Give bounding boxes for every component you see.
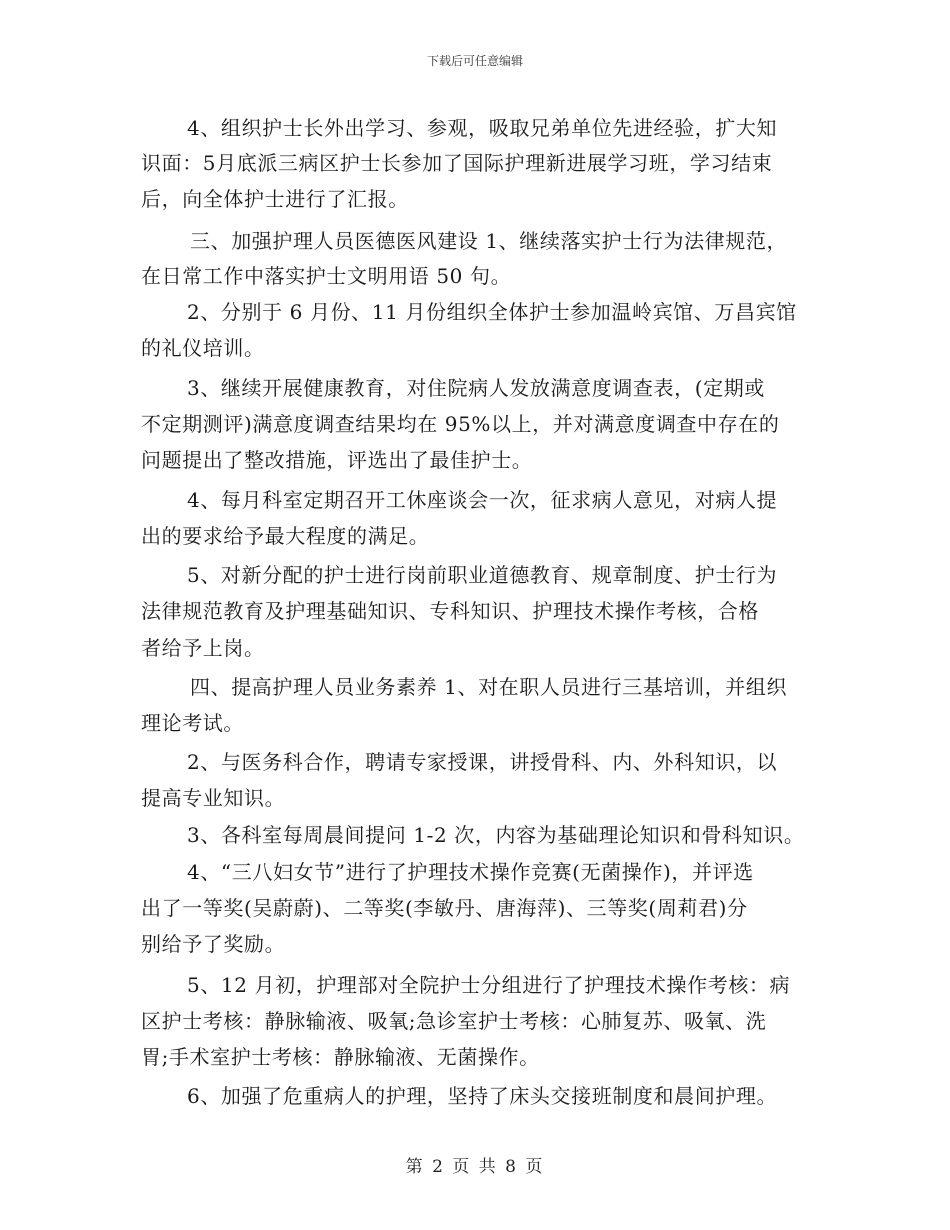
text-line: 问题提出了整改措施，评选出了最佳护士。 [141, 448, 533, 472]
text-line: 4、“三八妇女节”进行了护理技术操作竞赛(无菌操作)，并评选 [187, 860, 754, 884]
text-line: 法律规范教育及护理基础知识、专科知识、护理技术操作考核，合格 [141, 599, 759, 623]
text-line: 出的要求给予最大程度的满足。 [141, 524, 430, 548]
text-line: 理论考试。 [141, 711, 244, 735]
text-line: 识面：5月底派三病区护士长参加了国际护理新进展学习班，学习结束 [141, 151, 773, 175]
text-line: 者给予上岗。 [141, 636, 265, 660]
text-line: 4、组织护士长外出学习、参观，吸取兄弟单位先进经验，扩大知 [187, 116, 778, 140]
text-line: 5、12 月初，护理部对全院护士分组进行了护理技术操作考核：病 [187, 973, 791, 997]
text-line: 三、加强护理人员医德医风建设 1、继续落实护士行为法律规范， [190, 229, 788, 253]
text-line: 6、加强了危重病人的护理，坚持了床头交接班制度和晨间护理。 [187, 1084, 778, 1108]
page-header: 下载后可任意编辑 [426, 54, 523, 68]
text-line: 3、各科室每周晨间提问 1-2 次，内容为基础理论知识和骨科知识。 [187, 823, 805, 847]
text-line: 在日常工作中落实护士文明用语 50 句。 [141, 264, 512, 288]
text-line: 2、分别于 6 月份、11 月份组织全体护士参加温岭宾馆、万昌宾馆 [187, 300, 797, 324]
text-line: 4、每月科室定期召开工休座谈会一次，征求病人意见，对病人提 [187, 488, 778, 512]
page-footer: 第 2 页 共 8 页 [405, 1157, 545, 1177]
text-line: 的礼仪培训。 [141, 336, 265, 360]
text-line: 胃;手术室护士考核：静脉输液、无菌操作。 [141, 1045, 540, 1069]
text-line: 四、提高护理人员业务素养 1、对在职人员进行三基培训，并组织 [190, 675, 788, 699]
text-line: 后，向全体护士进行了汇报。 [141, 187, 409, 211]
text-line: 别给予了奖励。 [141, 932, 286, 956]
text-line: 出了一等奖(吴蔚蔚)、二等奖(李敏丹、唐海萍)、三等奖(周莉君)分 [141, 896, 748, 920]
text-line: 5、对新分配的护士进行岗前职业道德教育、规章制度、护士行为 [187, 563, 778, 587]
text-line: 3、继续开展健康教育，对住院病人发放满意度调查表，(定期或 [187, 376, 765, 400]
text-line: 区护士考核：静脉输液、吸氧;急诊室护士考核：心肺复苏、吸氧、洗 [141, 1009, 767, 1033]
text-line: 不定期测评)满意度调查结果均在 95%以上，并对满意度调查中存在的 [141, 412, 780, 436]
text-line: 2、与医务科合作，聘请专家授课，讲授骨科、内、外科知识，以 [187, 750, 778, 774]
text-line: 提高专业知识。 [141, 786, 286, 810]
